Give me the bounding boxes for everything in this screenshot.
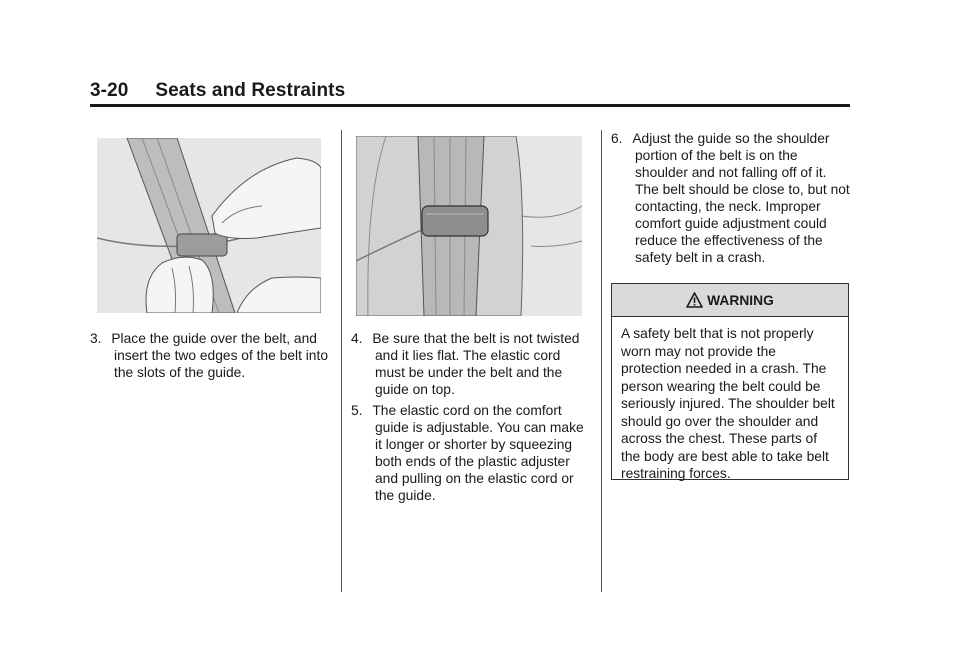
step-number: 6. <box>611 131 623 146</box>
step-text: The elastic cord on the comfort guide is adjustable. You can make it longer or shorter by squeezing both ends of the plastic adjuster and pulling on the elastic cord or the guide. <box>372 403 584 503</box>
step-number: 4. <box>351 331 363 346</box>
step-text: Adjust the guide so the shoulder portion of the belt is on the shoulder and not falling off of it. The belt should be close to, but not contacting, the neck. Improper comfort guide adjustment could reduce the effectiveness of the safety belt in a crash. <box>632 131 850 265</box>
warning-text: A safety belt that is not properly worn may not provide the protection needed in a crash. The person wearing the belt could be seriously injured. The shoulder belt should go over the shoulder and across the chest. These parts of the body are best able to take belt restraining forces. <box>621 326 835 481</box>
step-4 <box>351 330 591 398</box>
step-text: Place the guide over the belt, and insert the two edges of the belt into the slots of the guide. <box>111 331 328 380</box>
figure-belt-guide-on-shoulder <box>356 136 582 316</box>
header-rule <box>90 104 850 107</box>
page-title: 3-20 Seats and Restraints <box>90 80 346 101</box>
step-5 <box>351 402 591 504</box>
column-divider-right <box>601 130 602 592</box>
step-number: 3. <box>90 331 102 346</box>
warning-title: WARNING <box>707 292 774 308</box>
step-3 <box>90 330 330 381</box>
step-text: Be sure that the belt is not twisted and it lies flat. The elastic cord must be under the belt and the guide on top. <box>372 331 580 397</box>
warning-triangle-icon <box>686 292 703 308</box>
warning-box <box>611 283 849 480</box>
warning-header <box>612 284 848 317</box>
step-number: 5. <box>351 403 363 418</box>
figure-belt-guide-insertion <box>97 138 321 313</box>
step-6 <box>611 130 853 266</box>
page-header <box>90 80 850 102</box>
column-divider-left <box>341 130 342 592</box>
